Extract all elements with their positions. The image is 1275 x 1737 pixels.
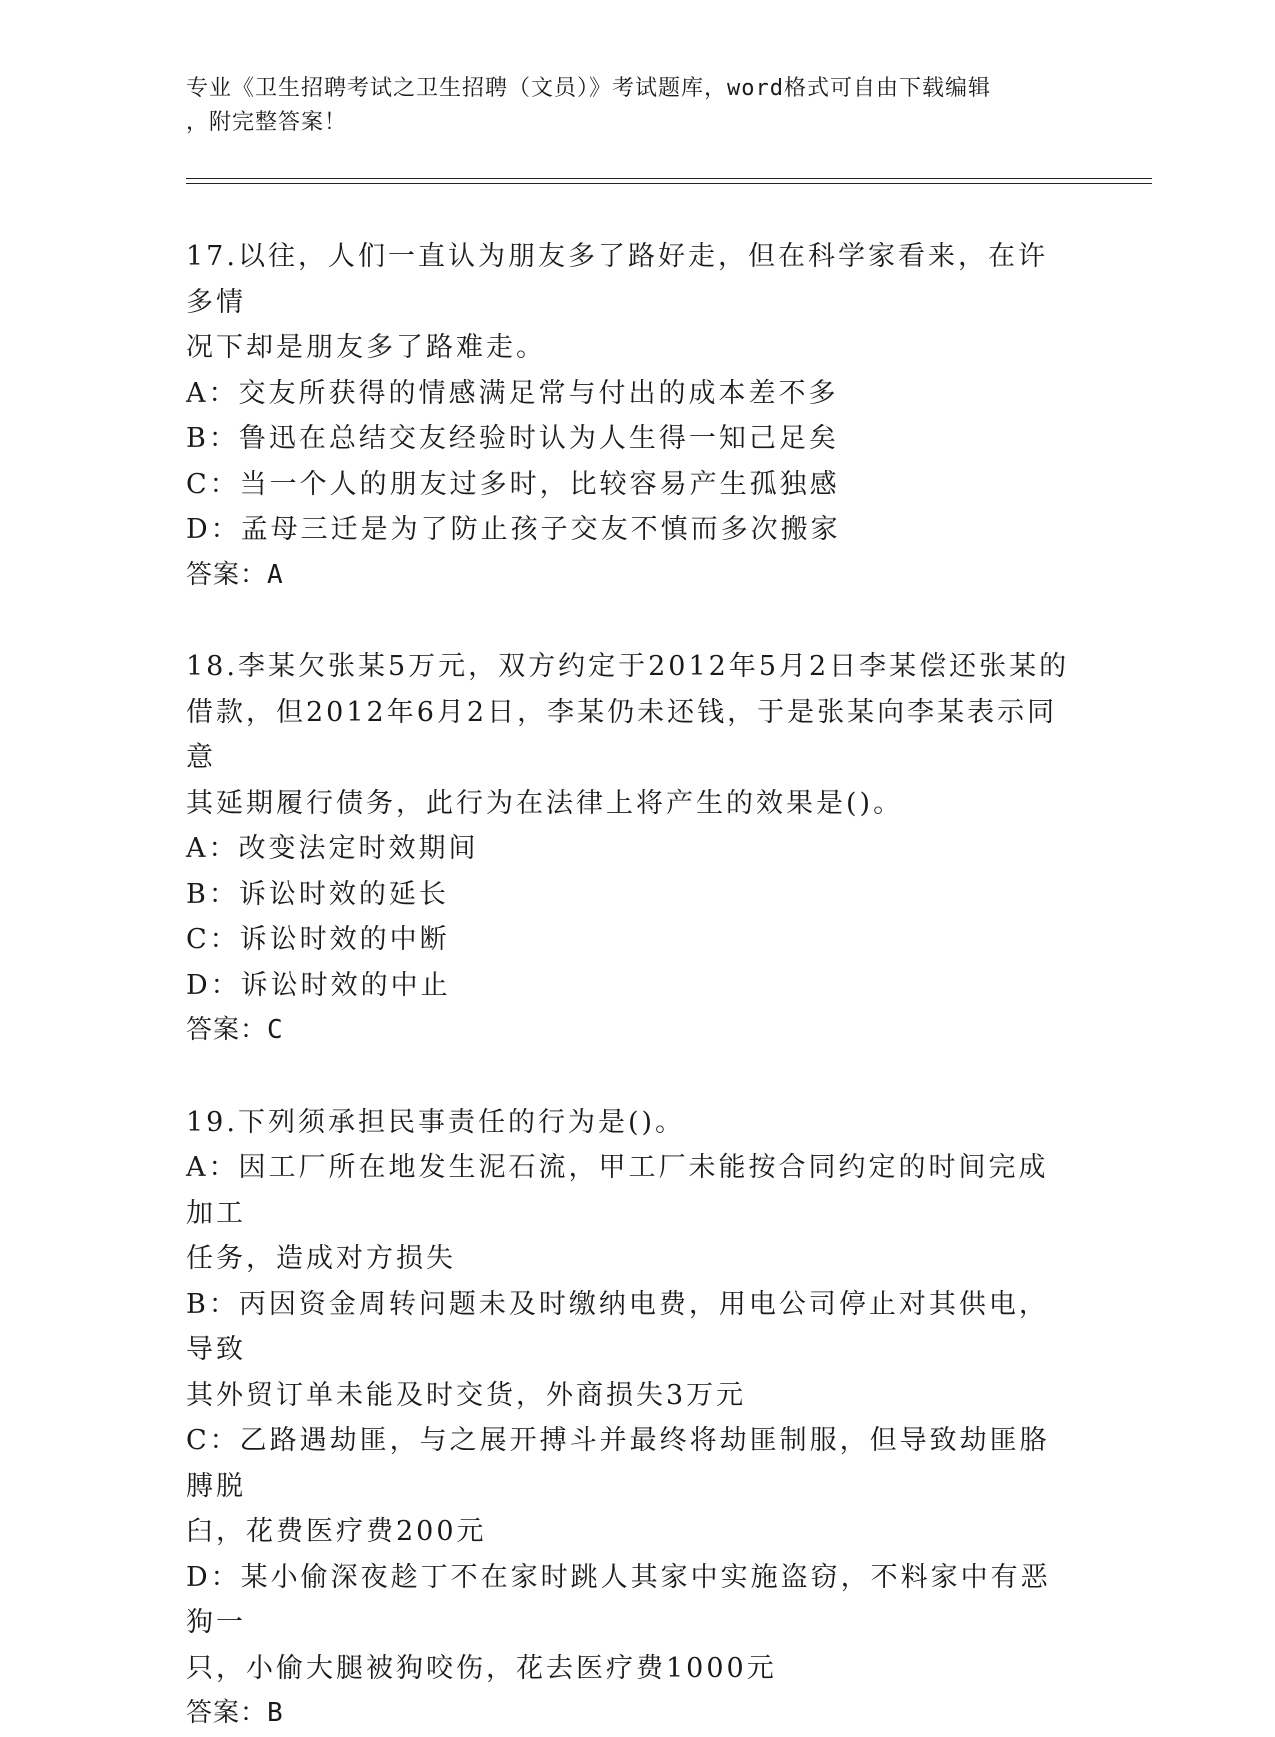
question-stem-line: 19.下列须承担民事责任的行为是()。 xyxy=(186,1106,686,1138)
question-stem-line: 况下却是朋友多了路难走。 xyxy=(186,332,546,363)
option-a: A：交友所获得的情感满足常与付出的成本差不多 xyxy=(186,377,839,409)
answer-label: 答案：C xyxy=(186,1015,284,1045)
answer-label: 答案：A xyxy=(186,559,284,590)
option-c: C：当一个人的朋友过多时，比较容易产生孤独感 xyxy=(186,468,840,500)
answer-label: 答案：B xyxy=(186,1698,284,1728)
option-b: B：诉讼时效的延长 xyxy=(186,878,449,910)
option-a: A：因工厂所在地发生泥石流，甲工厂未能按合同约定的时间完成加工 xyxy=(186,1152,1049,1229)
document-header xyxy=(186,72,1066,140)
option-a: A：改变法定时效期间 xyxy=(186,833,479,864)
option-d: D：孟母三迁是为了防止孩子交友不慎而多次搬家 xyxy=(186,514,841,545)
option-d: D：某小偷深夜趁丁不在家时跳人其家中实施盗窃，不料家中有恶狗一 xyxy=(186,1561,1051,1638)
option-b: B：丙因资金周转问题未及时缴纳电费，用电公司停止对其供电，导致 xyxy=(186,1288,1049,1365)
option-d-continued: 只，小偷大腿被狗咬伤，花去医疗费1000元 xyxy=(186,1652,777,1684)
option-b-continued: 其外贸订单未能及时交货，外商损失3万元 xyxy=(186,1379,747,1411)
question-stem-line: 17.以往，人们一直认为朋友多了路好走，但在科学家看来，在许多情 xyxy=(186,241,1048,318)
question-17 xyxy=(186,234,1076,598)
option-c: C：乙路遇劫匪，与之展开搏斗并最终将劫匪制服，但导致劫匪胳膊脱 xyxy=(186,1425,1050,1502)
question-19 xyxy=(186,1100,1076,1737)
question-stem-line: 借款，但2012年6月2日，李某仍未还钱，于是张某向李某表示同意 xyxy=(186,696,1058,773)
option-c: C：诉讼时效的中断 xyxy=(186,924,450,955)
header-line-2: ，附完整答案！ xyxy=(186,110,348,135)
question-list xyxy=(186,234,1076,1737)
question-stem-line: 其延期履行债务，此行为在法律上将产生的效果是()。 xyxy=(186,787,904,819)
question-18 xyxy=(186,644,1076,1054)
header-rule-top xyxy=(186,178,1152,179)
option-b: B：鲁迅在总结交友经验时认为人生得一知己足矣 xyxy=(186,423,839,454)
option-a-continued: 任务，造成对方损失 xyxy=(186,1243,456,1274)
question-stem-line: 18.李某欠张某5万元，双方约定于2012年5月2日李某偿还张某的 xyxy=(186,651,1070,682)
header-rule-bottom xyxy=(186,183,1152,184)
header-line-1: 专业《卫生招聘考试之卫生招聘（文员）》考试题库，word格式可自由下载编辑 xyxy=(186,76,991,101)
option-c-continued: 臼，花费医疗费200元 xyxy=(186,1516,487,1547)
option-d: D：诉讼时效的中止 xyxy=(186,969,451,1001)
